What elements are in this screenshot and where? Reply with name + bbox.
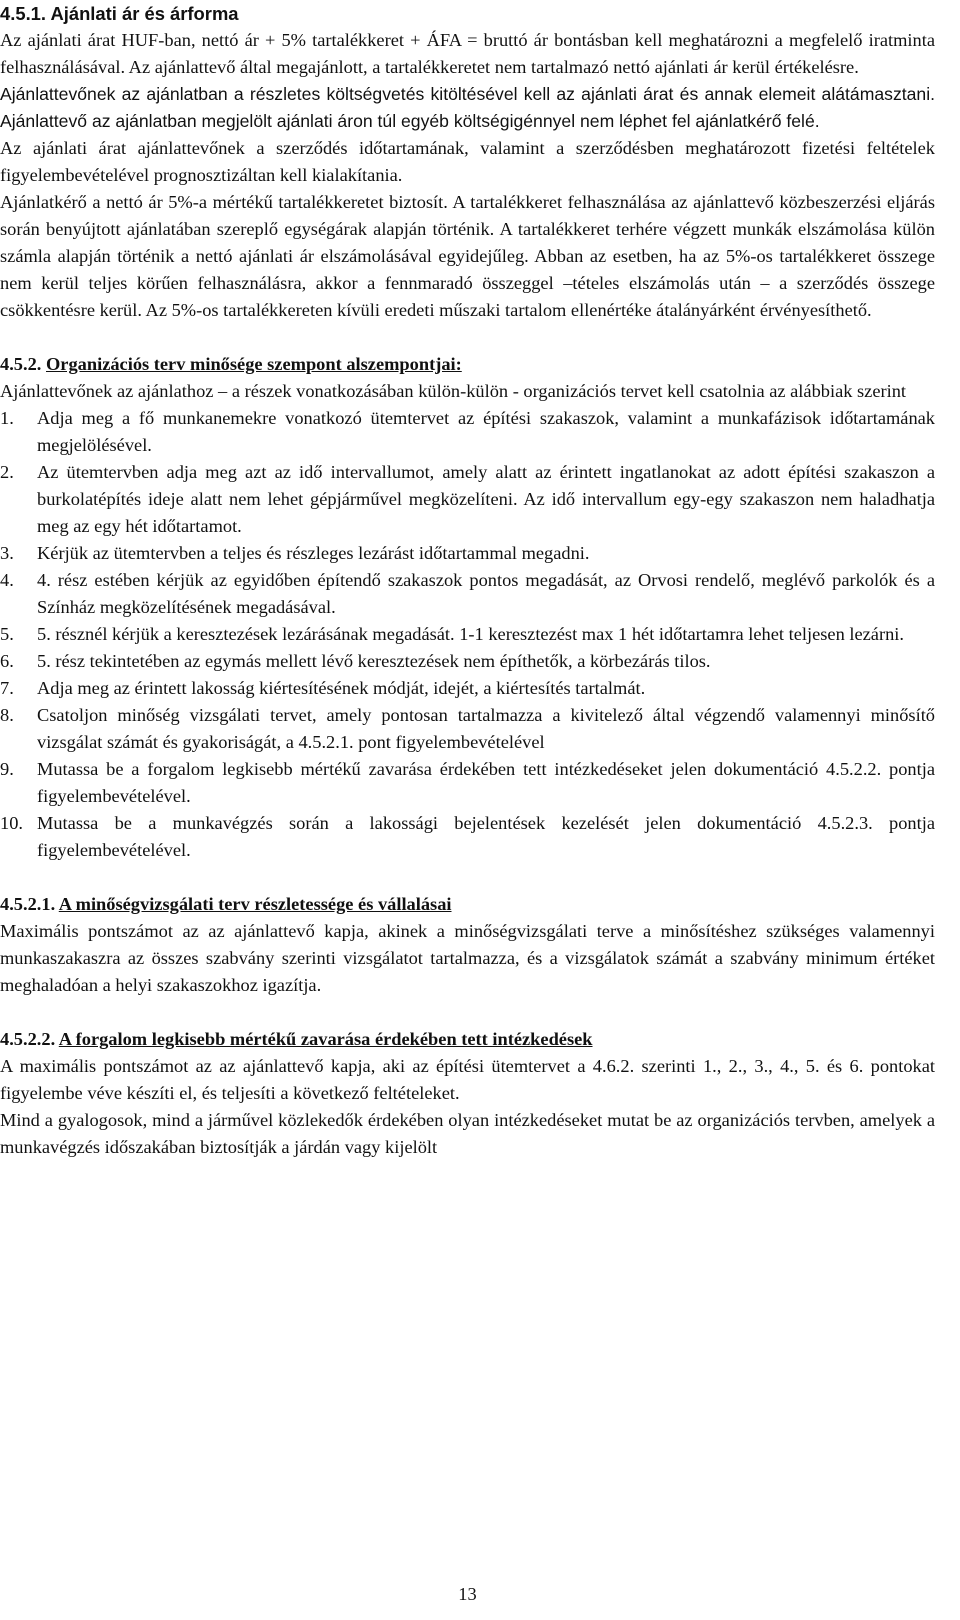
list-item-text: Az ütemtervben adja meg azt az idő intervallumot, amely alatt az érintett ingatlanokat az adott építési szakaszon a burkolatépítés ideje alatt nem lehet gépjárművel megközelíteni. Az idő intervallum egy-egy szakaszon nem haladhatja meg az egy hét időtartamot. bbox=[37, 462, 935, 536]
section-heading-4-5-1 bbox=[0, 0, 935, 27]
spacer bbox=[0, 999, 935, 1026]
list-item bbox=[0, 567, 935, 621]
list-item-number: 1. bbox=[0, 408, 14, 428]
list-item-number: 10. bbox=[0, 813, 23, 833]
paragraph: Ajánlattevőnek az ajánlatban a részletes költségvetés kitöltésével kell az ajánlati árat és annak elemeit alátámasztani. Ajánlattevő az ajánlatban megjelölt ajánlati áron túl egyéb költségigénnyel nem léphet fel ajánlatkérő felé. bbox=[0, 84, 935, 131]
list-item-text: Adja meg az érintett lakosság kiértesítésének módját, idejét, a kiértesítés tartalmát. bbox=[37, 678, 646, 698]
section-title: A minőségvizsgálati terv részletessége és vállalásai bbox=[58, 894, 452, 914]
list-item bbox=[0, 810, 935, 864]
list-item-text: Csatoljon minőség vizsgálati tervet, amely pontosan tartalmazza a kivitelező által végzendő valamennyi minősítő vizsgálat számát és gyakoriságát, a 4.5.2.1. pont figyelembevételével bbox=[37, 705, 935, 752]
list-item-text: 4. rész estében kérjük az egyidőben építendő szakaszok pontos megadását, az Orvosi rendelő, meglévő parkolók és a Színház megközelítésének megadásával. bbox=[37, 570, 935, 617]
paragraph: A maximális pontszámot az az ajánlattevő kapja, aki az építési ütemtervet a 4.6.2. szerinti 1., 2., 3., 4., 5. és 6. pontokat figyelembe véve készíti el, és teljesíti a következő feltételeket. bbox=[0, 1056, 935, 1103]
list-item-number: 2. bbox=[0, 462, 14, 482]
section-heading-4-5-2 bbox=[0, 351, 935, 378]
list-item-text: Kérjük az ütemtervben a teljes és részleges lezárást időtartammal megadni. bbox=[37, 543, 590, 563]
list-item-text: Mutassa be a munkavégzés során a lakossági bejelentések kezelését jelen dokumentáció 4.5.2.3. pontja figyelembevételével. bbox=[37, 813, 935, 860]
list-item bbox=[0, 459, 935, 540]
list-item-text: 5. résznél kérjük a keresztezések lezárásának megadását. 1-1 keresztezést max 1 hét időtartamra lehet teljesen lezárni. bbox=[37, 624, 904, 644]
section-heading-4-5-2-1 bbox=[0, 891, 935, 918]
list-item-text: 5. rész tekintetében az egymás mellett lévő keresztezések nem építhetők, a körbezárás tilos. bbox=[37, 651, 711, 671]
section-number: 4.5.2. bbox=[0, 354, 42, 374]
numbered-list bbox=[0, 405, 935, 864]
list-item-number: 7. bbox=[0, 678, 14, 698]
section-title: Organizációs terv minősége szempont alszempontjai: bbox=[46, 354, 462, 374]
list-item-number: 3. bbox=[0, 543, 14, 563]
list-item-number: 5. bbox=[0, 624, 14, 644]
section-number: 4.5.1. bbox=[0, 3, 47, 24]
spacer bbox=[0, 324, 935, 351]
paragraph: Ajánlatkérő a nettó ár 5%-a mértékű tartalékkeretet biztosít. A tartalékkeret felhasználása az ajánlattevő közbeszerzési eljárás során benyújtott ajánlatában szereplő egységárak alapján történik. A tartalékkeret terhére végzett munkák elszámolása külön számla alapján történik a nettó ajánlati ár elszámolásával egyidejűleg. Abban az esetben, ha az 5%-os tartalékkeret összege nem kerül teljes körűen felhasználásra, akkor a fennmaradó összeggel –tételes elszámolás után – a szerződés összege csökkentésre kerül. Az 5%-os tartalékkereten kívüli eredeti műszaki tartalom ellenértéke átalányárként érvényesíthető. bbox=[0, 192, 935, 320]
list-item bbox=[0, 675, 935, 702]
spacer bbox=[0, 864, 935, 891]
list-item bbox=[0, 621, 935, 648]
section-title: A forgalom legkisebb mértékű zavarása érdekében tett intézkedések bbox=[58, 1029, 593, 1049]
list-item bbox=[0, 756, 935, 810]
list-item-number: 4. bbox=[0, 570, 14, 590]
list-item-number: 9. bbox=[0, 759, 14, 779]
list-item-text: Adja meg a fő munkanemekre vonatkozó ütemtervet az építési szakaszok, valamint a munkafázisok időtartamának megjelölésével. bbox=[37, 408, 935, 455]
paragraph: Az ajánlati árat ajánlattevőnek a szerződés időtartamának, valamint a szerződésben meghatározott fizetési feltételek figyelembevételével prognosztizáltan kell kialakítania. bbox=[0, 138, 935, 185]
list-item-text: Mutassa be a forgalom legkisebb mértékű zavarása érdekében tett intézkedéseket jelen dokumentáció 4.5.2.2. pontja figyelembevételével. bbox=[37, 759, 935, 806]
section-heading-4-5-2-2 bbox=[0, 1026, 935, 1053]
list-item bbox=[0, 702, 935, 756]
list-item-number: 6. bbox=[0, 651, 14, 671]
list-item bbox=[0, 405, 935, 459]
list-item bbox=[0, 540, 935, 567]
section-number: 4.5.2.1. bbox=[0, 894, 56, 914]
paragraph: Az ajánlati árat HUF-ban, nettó ár + 5% tartalékkeret + ÁFA = bruttó ár bontásban kell meghatározni a megfelelő iratminta felhasználásával. Az ajánlattevő által megajánlott, a tartalékkeretet nem tartalmazó nettó ajánlati ár kerül értékelésre. bbox=[0, 30, 935, 77]
section-number: 4.5.2.2. bbox=[0, 1029, 56, 1049]
list-item bbox=[0, 648, 935, 675]
paragraph: Maximális pontszámot az az ajánlattevő kapja, akinek a minőségvizsgálati terve a minősítéshez szükséges valamennyi munkaszakaszra az összes szabvány szerinti vizsgálatot tartalmazza, és a vizsgálatok számát a szabvány minimum értéket meghaladóan a helyi szakaszokhoz igazítja. bbox=[0, 921, 935, 995]
paragraph: Ajánlattevőnek az ajánlathoz – a részek vonatkozásában külön-külön - organizációs tervet kell csatolnia az alábbiak szerint bbox=[0, 381, 907, 401]
list-item-number: 8. bbox=[0, 705, 14, 725]
paragraph: Mind a gyalogosok, mind a járművel közlekedők érdekében olyan intézkedéseket mutat be az organizációs tervben, amelyek a munkavégzés időszakában biztosítják a járdán vagy kijelölt bbox=[0, 1110, 935, 1157]
page-number: 13 bbox=[458, 1584, 477, 1604]
section-title: Ajánlati ár és árforma bbox=[50, 3, 239, 24]
